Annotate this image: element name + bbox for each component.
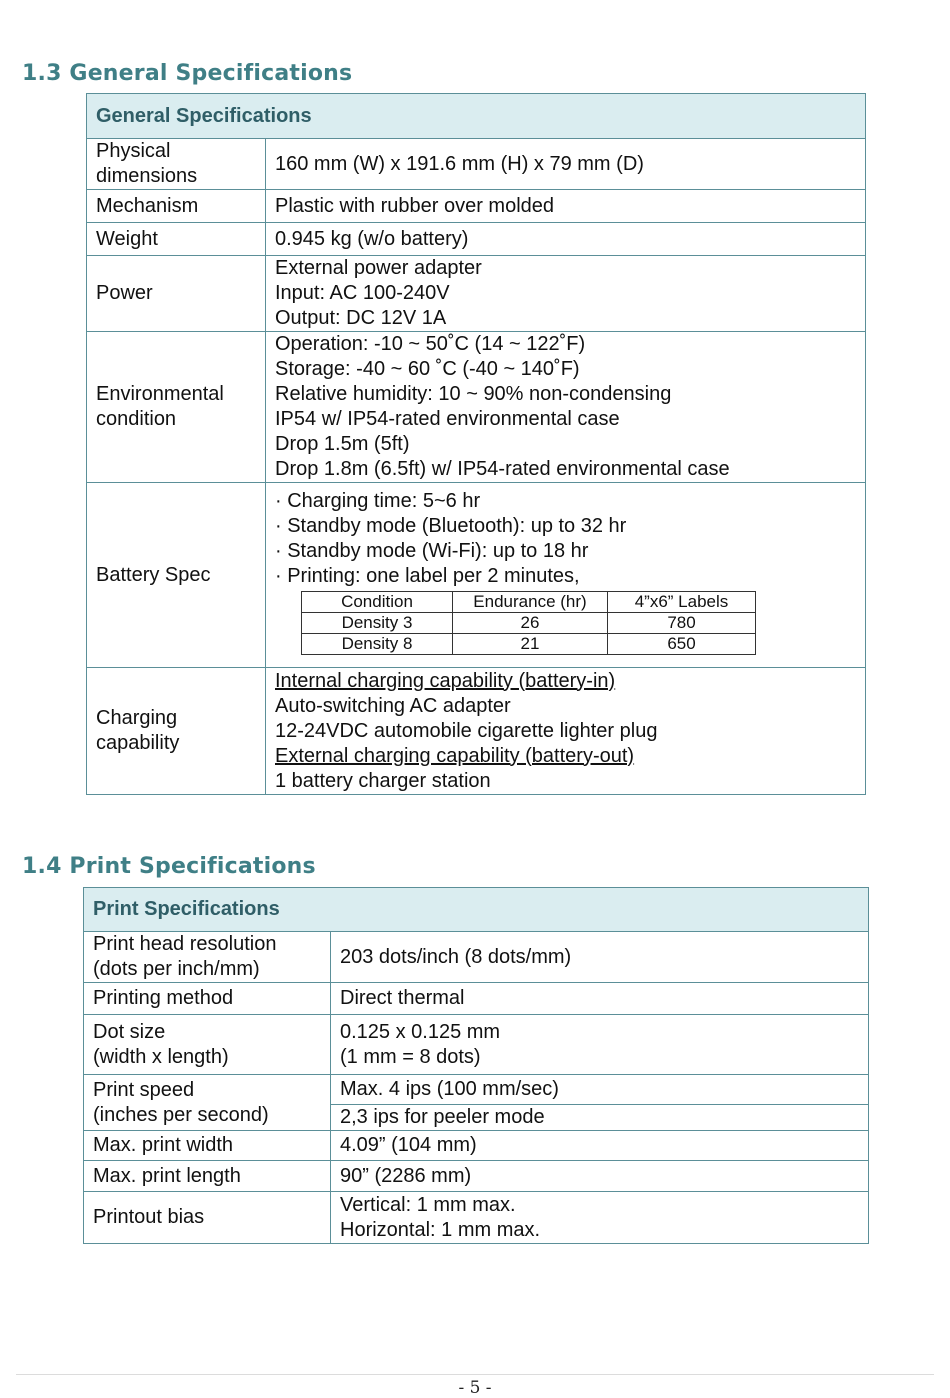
battery-cell: 26 <box>453 613 608 634</box>
table-header: Print Specifications <box>84 888 869 932</box>
row-label-power: Power <box>87 256 266 332</box>
row-label-battery: Battery Spec <box>87 483 266 668</box>
table-header: General Specifications <box>87 94 866 139</box>
battery-cell: 780 <box>608 613 756 634</box>
table-row <box>87 190 866 223</box>
row-value-speed-peeler: 2,3 ips for peeler mode <box>331 1105 869 1131</box>
row-value-physical: 160 mm (W) x 191.6 mm (H) x 79 mm (D) <box>266 139 866 190</box>
row-label-dot-size: Dot size (width x length) <box>84 1015 331 1075</box>
row-label-resolution: Print head resolution (dots per inch/mm) <box>84 932 331 983</box>
battery-endurance-table <box>301 591 756 655</box>
row-value-speed-max: Max. 4 ips (100 mm/sec) <box>331 1075 869 1105</box>
table-row <box>84 1192 869 1244</box>
row-label-charging: Charging capability <box>87 668 266 795</box>
section-title-print: 1.4 Print Specifications <box>22 854 316 879</box>
row-value-charging: Internal charging capability (battery-in) Auto-switching AC adapter 12-24VDC automobile cigarette lighter plug External charging capability (battery-out) 1 battery charger station <box>266 668 866 795</box>
row-value-power: External power adapter Input: AC 100-240V Output: DC 12V 1A <box>266 256 866 332</box>
row-label-method: Printing method <box>84 983 331 1015</box>
table-row <box>302 613 756 634</box>
table-row <box>87 332 866 483</box>
row-value-resolution: 203 dots/inch (8 dots/mm) <box>331 932 869 983</box>
table-row <box>87 483 866 668</box>
row-value-dot-size: 0.125 x 0.125 mm (1 mm = 8 dots) <box>331 1015 869 1075</box>
row-value-mechanism: Plastic with rubber over molded <box>266 190 866 223</box>
table-row <box>84 1131 869 1161</box>
table-row <box>302 634 756 655</box>
table-row <box>87 139 866 190</box>
footer-divider <box>16 1374 934 1375</box>
table-row <box>302 592 756 613</box>
page-number: - 5 - <box>458 1378 492 1398</box>
table-row <box>87 223 866 256</box>
battery-cell: Density 3 <box>302 613 453 634</box>
row-value-bias: Vertical: 1 mm max. Horizontal: 1 mm max. <box>331 1192 869 1244</box>
table-row <box>84 983 869 1015</box>
row-value-width: 4.09” (104 mm) <box>331 1131 869 1161</box>
battery-col-condition: Condition <box>302 592 453 613</box>
row-label-length: Max. print length <box>84 1161 331 1192</box>
battery-cell: 650 <box>608 634 756 655</box>
table-row <box>87 668 866 795</box>
battery-cell: 21 <box>453 634 608 655</box>
row-value-method: Direct thermal <box>331 983 869 1015</box>
battery-cell: Density 8 <box>302 634 453 655</box>
row-value-battery: · Charging time: 5~6 hr · Standby mode (Bluetooth): up to 32 hr · Standby mode (Wi-Fi): up to 18 hr · Printing: one label per 2 minutes, Condition Endurance (hr) 4”x6” Labels Density 3 26 780 Density 8 21 650 <box>266 483 866 668</box>
table-row <box>84 1015 869 1075</box>
table-row <box>84 1075 869 1105</box>
row-label-mechanism: Mechanism <box>87 190 266 223</box>
table-row <box>87 256 866 332</box>
row-value-length: 90” (2286 mm) <box>331 1161 869 1192</box>
row-label-bias: Printout bias <box>84 1192 331 1244</box>
general-spec-table <box>86 93 866 795</box>
row-label-physical: Physical dimensions <box>87 139 266 190</box>
row-label-environment: Environmental condition <box>87 332 266 483</box>
table-row <box>84 1161 869 1192</box>
battery-col-endurance: Endurance (hr) <box>453 592 608 613</box>
row-label-weight: Weight <box>87 223 266 256</box>
table-row <box>84 932 869 983</box>
row-value-environment: Operation: -10 ~ 50˚C (14 ~ 122˚F) Storage: -40 ~ 60 ˚C (-40 ~ 140˚F) Relative humidity: 10 ~ 90% non-condensing IP54 w/ IP54-rated environmental case Drop 1.5m (5ft) Drop 1.8m (6.5ft) w/ IP54-rated environmental case <box>266 332 866 483</box>
section-title-general: 1.3 General Specifications <box>22 61 353 86</box>
row-value-weight: 0.945 kg (w/o battery) <box>266 223 866 256</box>
row-label-speed: Print speed (inches per second) <box>84 1075 331 1131</box>
battery-col-labels: 4”x6” Labels <box>608 592 756 613</box>
print-spec-table <box>83 887 869 1244</box>
row-label-width: Max. print width <box>84 1131 331 1161</box>
